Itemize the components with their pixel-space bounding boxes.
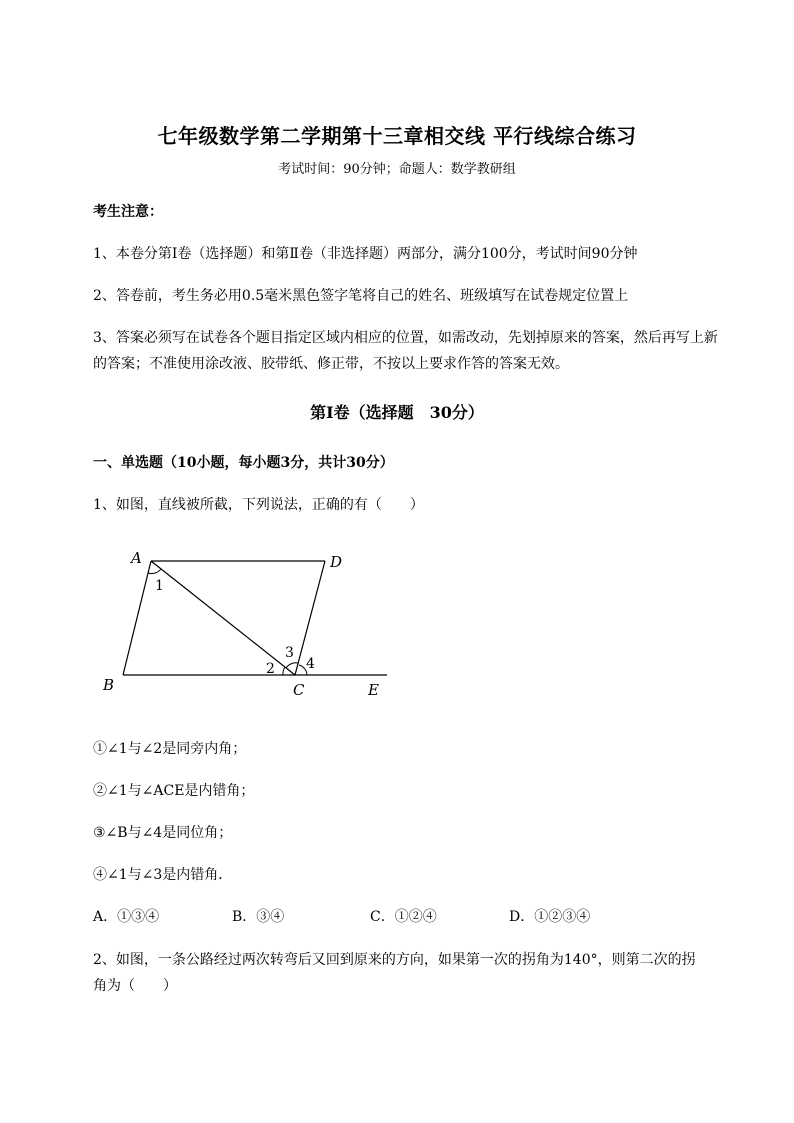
question-2-stem: 2、如图，一条公路经过两次转弯后又回到原来的方向，如果第一次的拐角为140°，则第二次的拐	[93, 952, 696, 968]
label-angle-2: 2	[266, 661, 275, 677]
note-item-2: 2、答卷前，考生务必用0.5毫米黑色签字笔将自己的姓名、班级填写在试卷规定位置上	[93, 288, 629, 304]
label-c: C	[293, 681, 305, 699]
label-b: B	[103, 676, 115, 694]
statement-3: ③∠B与∠4是同位角；	[93, 825, 233, 841]
question-1-figure	[95, 540, 395, 705]
exam-title: 七年级数学第二学期第十三章相交线 平行线综合练习	[157, 124, 637, 148]
angle-3-arc	[286, 663, 298, 668]
option-b: B．③④	[232, 909, 285, 925]
statement-4: ④∠1与∠3是内错角．	[93, 867, 233, 883]
question-1-stem: 1、如图，直线被所截，下列说法，正确的有（ ）	[93, 497, 424, 513]
statement-2: ②∠1与∠ACE是内错角；	[93, 783, 255, 799]
statement-1: ①∠1与∠2是同旁内角；	[93, 741, 247, 757]
section-title: 第Ⅰ卷（选择题 30分）	[310, 403, 484, 422]
question-2-stem-cont: 角为（ ）	[93, 978, 177, 994]
option-a: A．①③④	[93, 909, 160, 925]
option-d: D．①②③④	[509, 909, 591, 925]
segment-ac	[151, 561, 295, 675]
note-item-3-cont: 的答案；不准使用涂改液、胶带纸、修正带，不按以上要求作答的答案无效。	[93, 356, 569, 372]
label-angle-1: 1	[155, 578, 164, 594]
note-item-1: 1、本卷分第Ⅰ卷（选择题）和第Ⅱ卷（非选择题）两部分，满分100分，考试时间90分钟	[93, 246, 638, 262]
label-angle-3: 3	[285, 645, 294, 661]
note-item-3: 3、答案必须写在试卷各个题目指定区域内相应的位置，如需改动，先划掉原来的答案，然后再写上新	[93, 330, 718, 346]
notes-heading: 考生注意：	[93, 204, 163, 220]
part-heading: 一、单选题（10小题，每小题3分，共计30分）	[93, 455, 394, 471]
exam-subtitle: 考试时间：90分钟；命题人：数学教研组	[278, 162, 516, 177]
label-e: E	[368, 681, 379, 699]
angle-1-arc	[148, 569, 161, 574]
segment-ab	[123, 561, 151, 675]
label-a: A	[131, 549, 142, 567]
option-c: C．①②④	[370, 909, 437, 925]
label-d: D	[330, 553, 343, 571]
label-angle-4: 4	[306, 656, 315, 672]
angle-2-arc	[283, 667, 285, 675]
